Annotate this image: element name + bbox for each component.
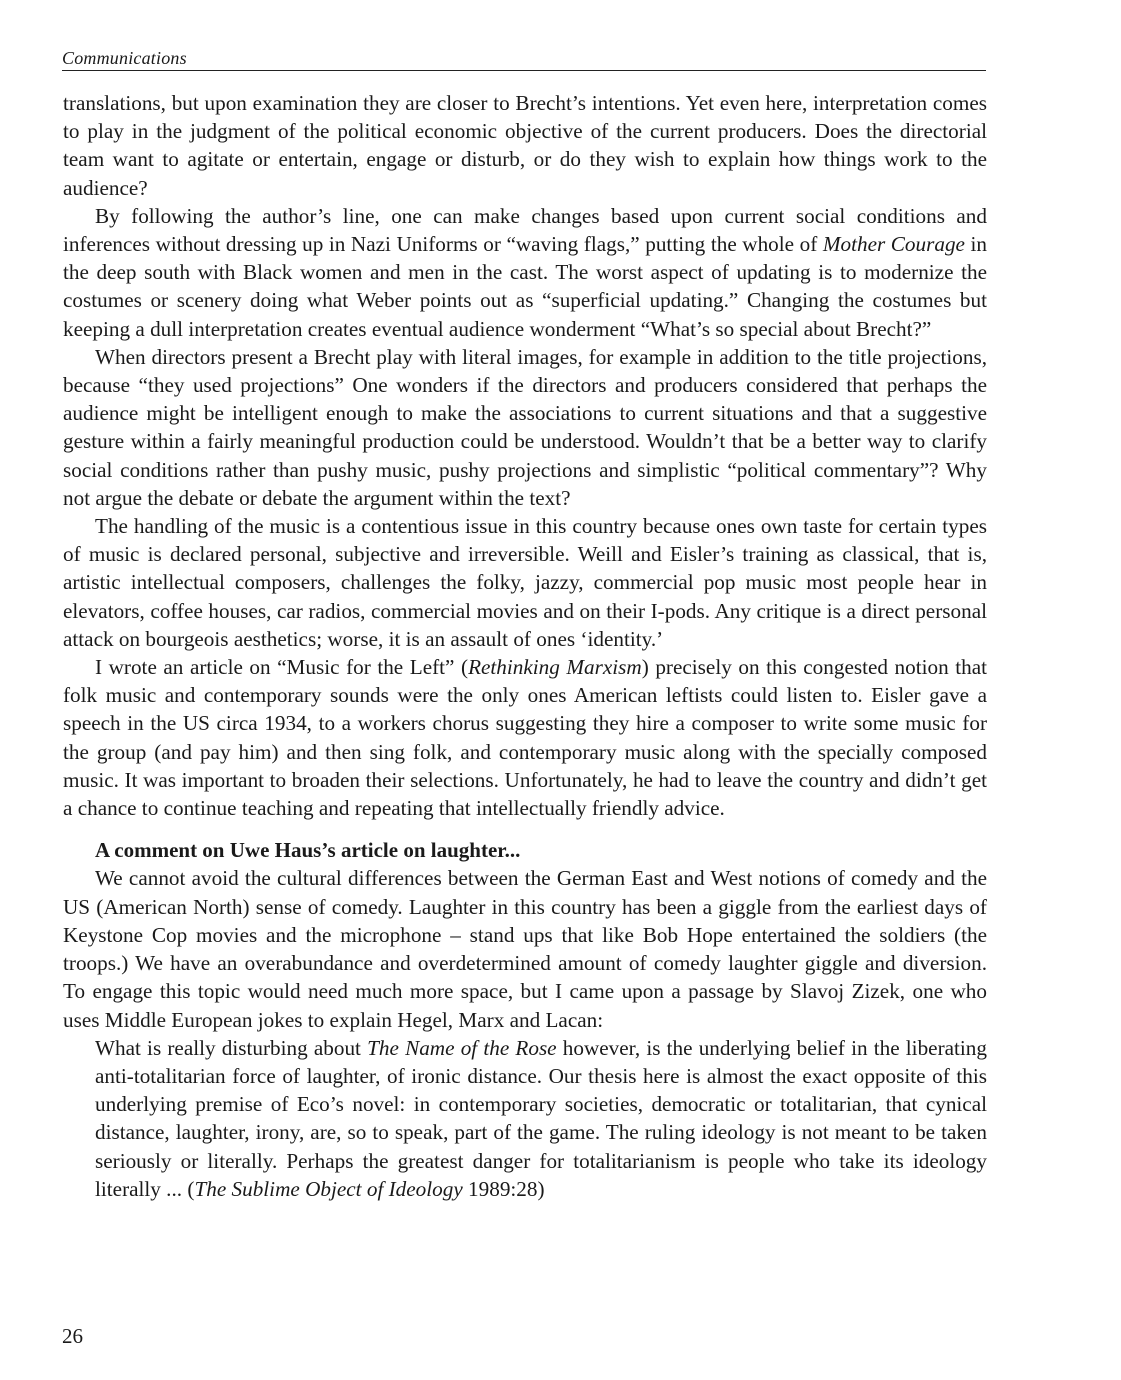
header-rule [62, 70, 986, 71]
running-head-title: Communications [62, 48, 187, 68]
quote-text: What is really disturbing about [95, 1035, 368, 1060]
paragraph [63, 89, 987, 202]
page-number: 26 [62, 1324, 83, 1348]
paragraph [63, 512, 987, 653]
paragraph-text: translations, but upon examination they are closer to Brecht’s intentions. Yet even here, interpretation comes to play in the judgment of the political economic objective of the current producers. Does the directorial team want to agitate or entertain, engage or disturb, or do they wish to explain how things work to the audience? [63, 91, 987, 200]
paragraph-text: When directors present a Brecht play with literal images, for example in addition to the title projections, because “they used projections” One wonders if the directors and producers considered that perhaps the audience might be intelligent enough to make the associations to current situations and that a suggestive gesture within a fairly meaningful production could be understood. Wouldn’t that be a better way to clarify social conditions rather than pushy music, pushy projections and simplistic “political commentary”? Why not argue the debate or debate the argument within the text? [63, 344, 987, 510]
paragraph [63, 343, 987, 512]
body-text [63, 89, 987, 1203]
paragraph-text: We cannot avoid the cultural differences between the German East and West notions of comedy and the US (American North) sense of comedy. Laughter in this country has been a giggle from the earliest days of Keystone Cop movies and the microphone – stand ups that like Bob Hope entertained the soldiers (the troops.) We have an overabundance and overdetermined amount of comedy laughter giggle and diversion. To engage this topic would need much more space, but I came upon a passage by Slavoj Zizek, one who uses Middle European jokes to explain Hegel, Marx and Lacan: [63, 866, 987, 1032]
work-title: Rethinking Marxism [468, 655, 642, 680]
work-title: The Name of the Rose [367, 1035, 557, 1060]
paragraph-text: I wrote an article on “Music for the Left” ( [95, 655, 469, 680]
work-title: Mother Courage [822, 232, 965, 257]
paragraph-text: in the deep south with Black women and men in the cast. The worst aspect of updating is to modernize the costumes or scenery doing what Weber points out as “superficial updating.” Changing the costumes but keeping a dull interpretation creates eventual audience wonderment “What’s so special about Brecht?” [63, 232, 987, 341]
work-title: The Sublime Object of Ideology [194, 1176, 463, 1201]
block-quote [95, 1034, 987, 1203]
quote-text: however, is the underlying belief in the liberating anti-totalitarian force of laughter, of ironic distance. Our thesis here is almost the exact opposite of this underlying premise of Eco’s novel: in contemporary societies, democratic or totalitarian, that cynical distance, laughter, irony, are, so to speak, part of the game. The ruling ideology is not meant to be taken seriously or literally. Perhaps the greatest danger for totalitarianism is people who take its ideology literally ... ( [95, 1035, 987, 1201]
paragraph [63, 653, 987, 822]
paragraph-text: By following the author’s line, one can make changes based upon current social conditions and inferences without dressing up in Nazi Uniforms or “waving flags,” putting the whole of [63, 203, 987, 257]
quote-text: 1989:28) [462, 1176, 545, 1201]
paragraph-text: The handling of the music is a contentious issue in this country because ones own taste for certain types of music is declared personal, subjective and irreversible. Weill and Eisler’s training as classical, that is, artistic intellectual composers, challenges the folky, jazzy, commercial pop music most people hear in elevators, coffee houses, car radios, commercial movies and on their I-pods. Any critique is a direct personal attack on bourgeois aesthetics; worse, it is an assault of ones ‘identity.’ [63, 514, 987, 651]
paragraph [63, 202, 987, 343]
section-heading: A comment on Uwe Haus’s article on laughter... [95, 838, 521, 863]
paragraph [63, 864, 987, 1033]
paragraph-text: ) precisely on this congested notion that folk music and contemporary sounds were the only ones American leftists could listen to. Eisler gave a speech in the US circa 1934, to a workers chorus suggesting they hire a composer to write some music for the group (and pay him) and then sing folk, and contemporary music along with the specially composed music. It was important to broaden their selections. Unfortunately, he had to leave the country and didn’t get a chance to continue teaching and repeating that intellectually friendly advice. [63, 655, 987, 821]
